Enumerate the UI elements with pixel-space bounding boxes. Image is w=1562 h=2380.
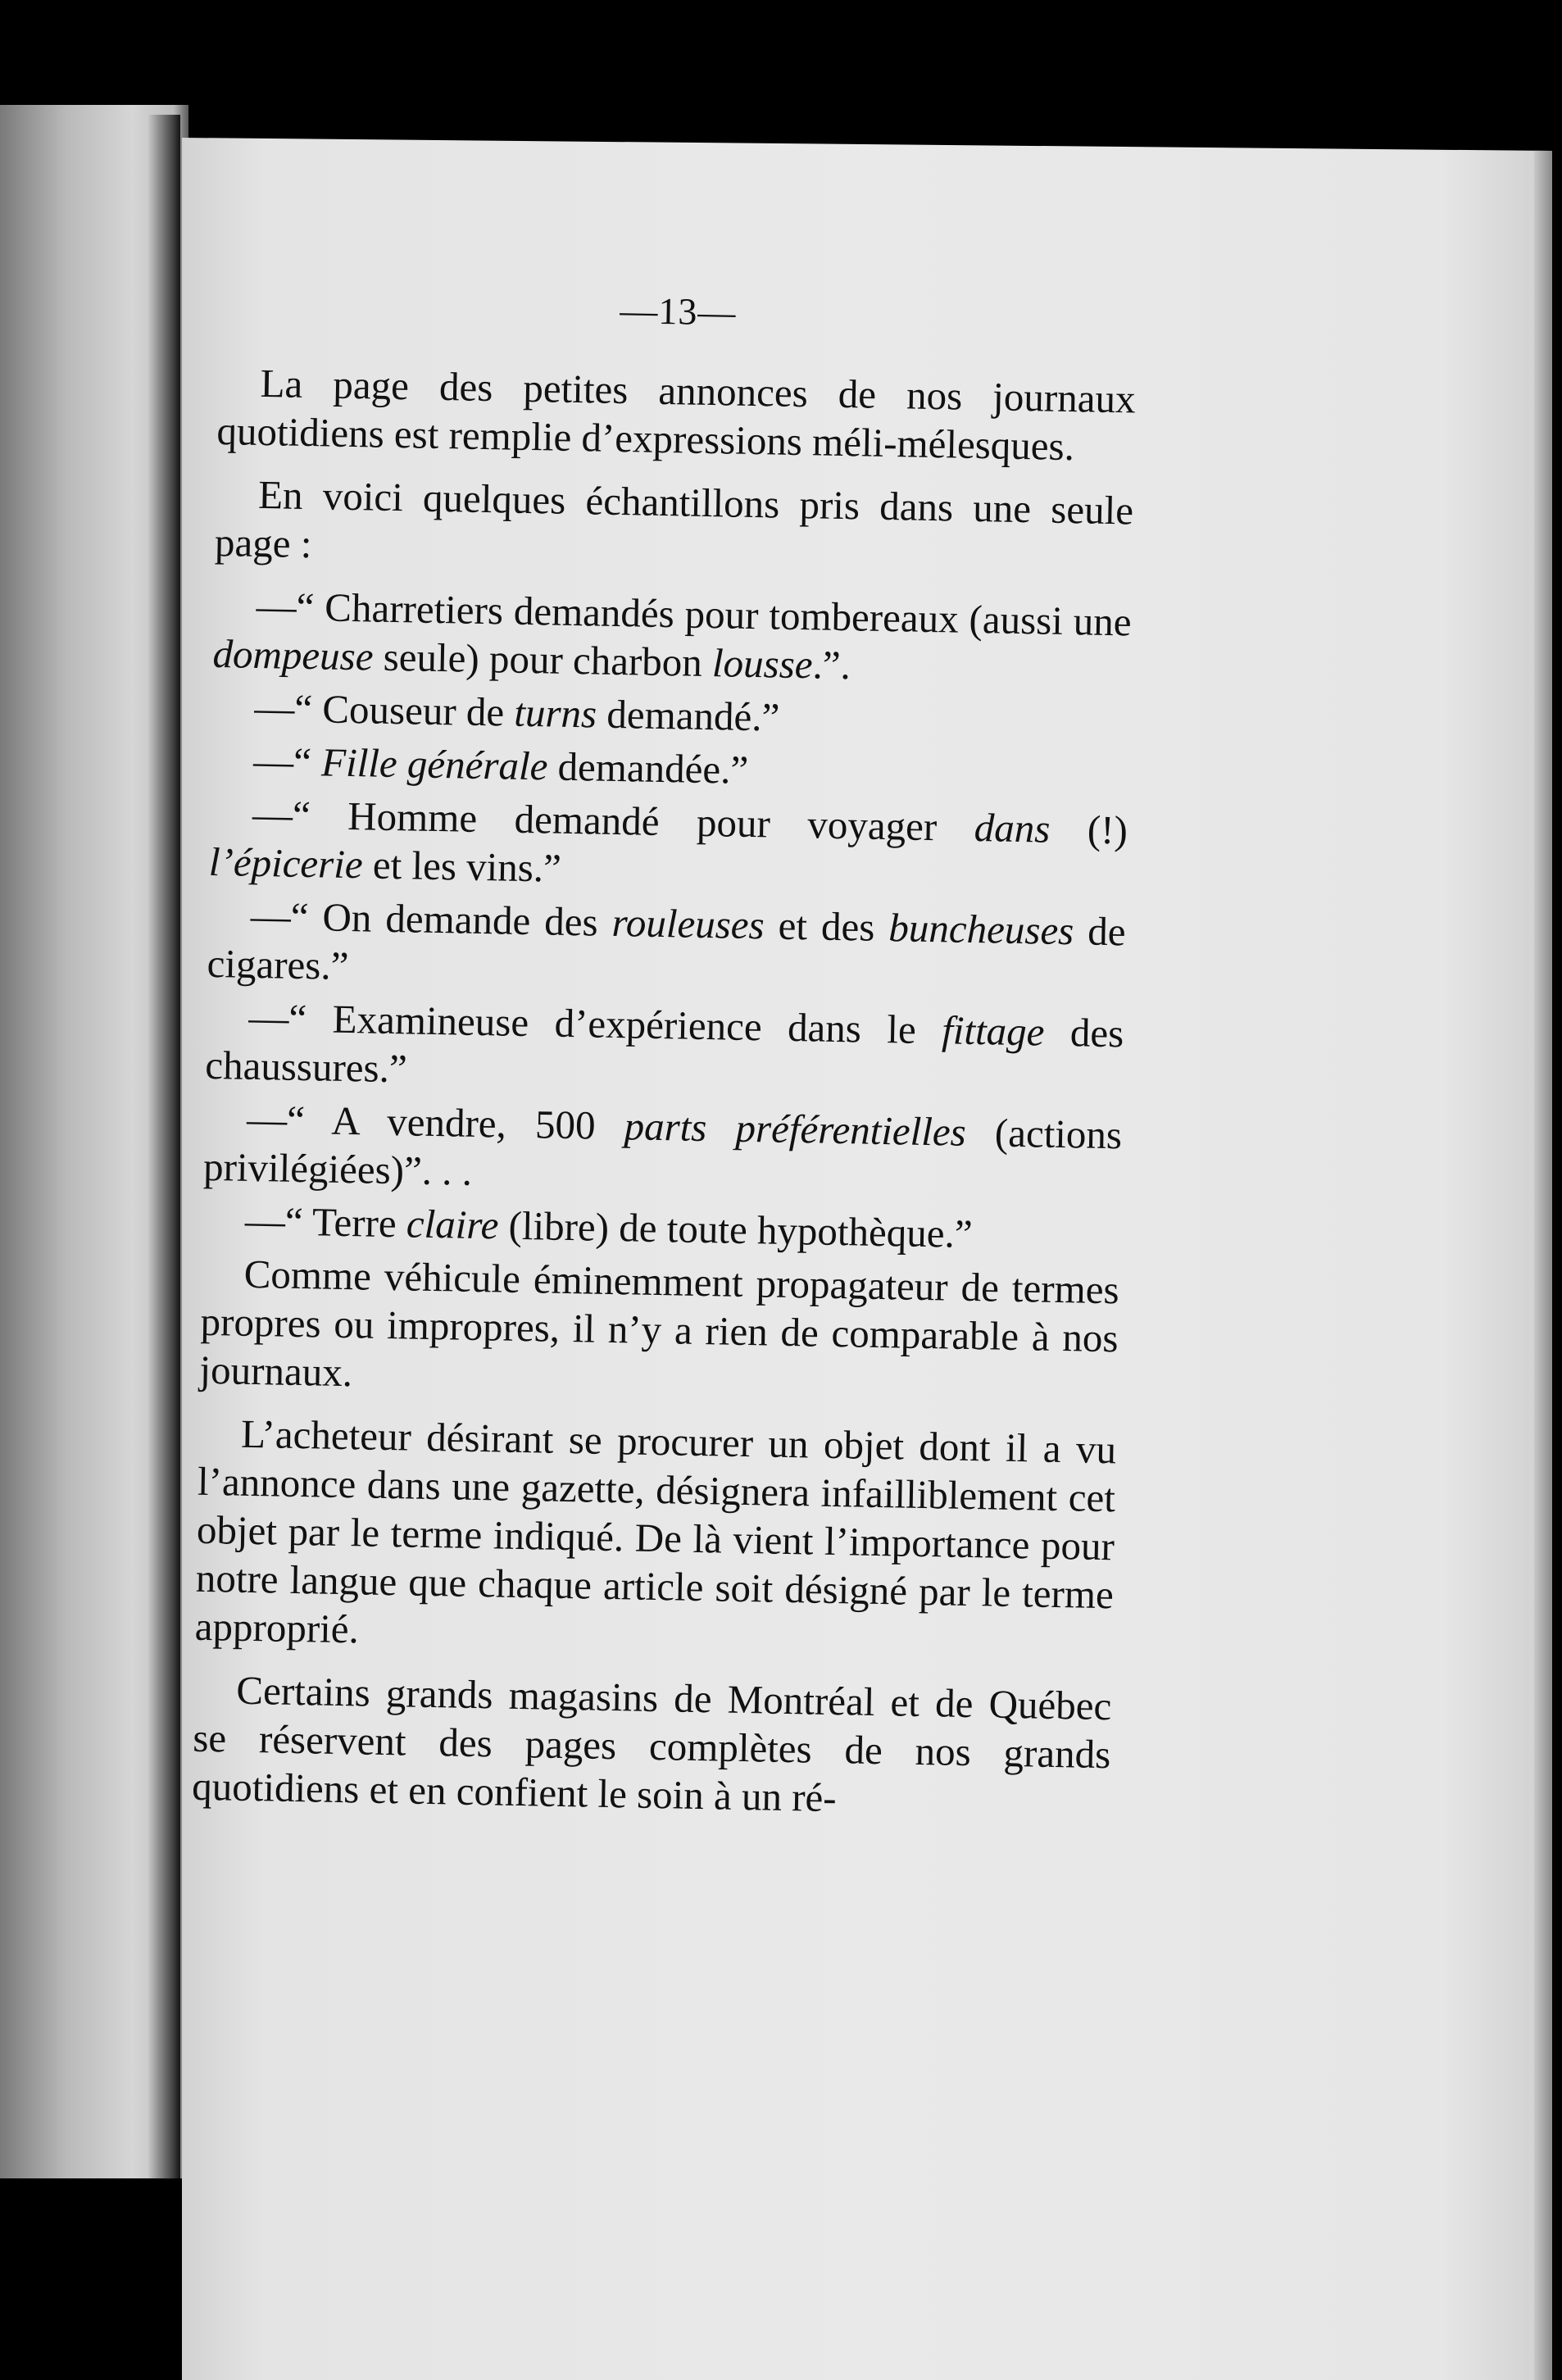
paragraph-examples-lead: En voici quelques échantillons pris dans une seule page :	[214, 471, 1134, 567]
ad-example-homme: —“ Homme demandé pour voyager dans (!) l’épicerie et les vins.”	[208, 791, 1128, 891]
paragraph-acheteur: L’acheteur désirant se procurer un objet dont il a vu l’annonce dans une gazette, désignera infailliblement cet objet par le terme indiqué. De là vient l’importance pour notre langue que chaque article soit désigné par le terme approprié.	[194, 1410, 1117, 1652]
page-text	[191, 279, 1137, 1842]
paragraph-vehicule: Comme véhicule éminemment propagateur de termes propres ou impropres, il n’y a rien de comparable à nos journaux.	[199, 1251, 1120, 1396]
ad-example-parts: —“ A vendre, 500 parts préférentielles (actions privilégiées)”. . .	[202, 1096, 1123, 1194]
paragraph-magasins: Certains grands magasins de Montréal et de Québec se réservent des pages complètes de nos grands quotidiens et en confient le soin à un ré-	[191, 1667, 1112, 1821]
paragraph-intro: La page des petites annonces de nos journaux quotidiens est remplie d’expressions méli-mélesques.	[216, 360, 1136, 470]
ad-example-examineuse: —“ Examineuse d’expérience dans le fittage des chaussures.”	[204, 994, 1124, 1092]
page-number: —13—	[619, 288, 737, 334]
ad-example-cigares: —“ On demande des rouleuses et des buncheuses de cigares.”	[207, 892, 1127, 989]
ad-example-fille: —“ Fille générale demandée.”	[252, 738, 749, 793]
gutter-shadow	[148, 115, 180, 2180]
ad-example-couseur: —“ Couseur de turns demandé.”	[253, 684, 780, 740]
ad-example-terre: —“ Terre claire (libre) de toute hypothèque.”	[244, 1197, 974, 1257]
page-right-edge	[1534, 151, 1552, 2380]
ad-example-charretiers: —“ Charretiers demandés pour tombereaux (aussi une dompeuse seule) pour charbon lousse.”.	[212, 583, 1133, 688]
